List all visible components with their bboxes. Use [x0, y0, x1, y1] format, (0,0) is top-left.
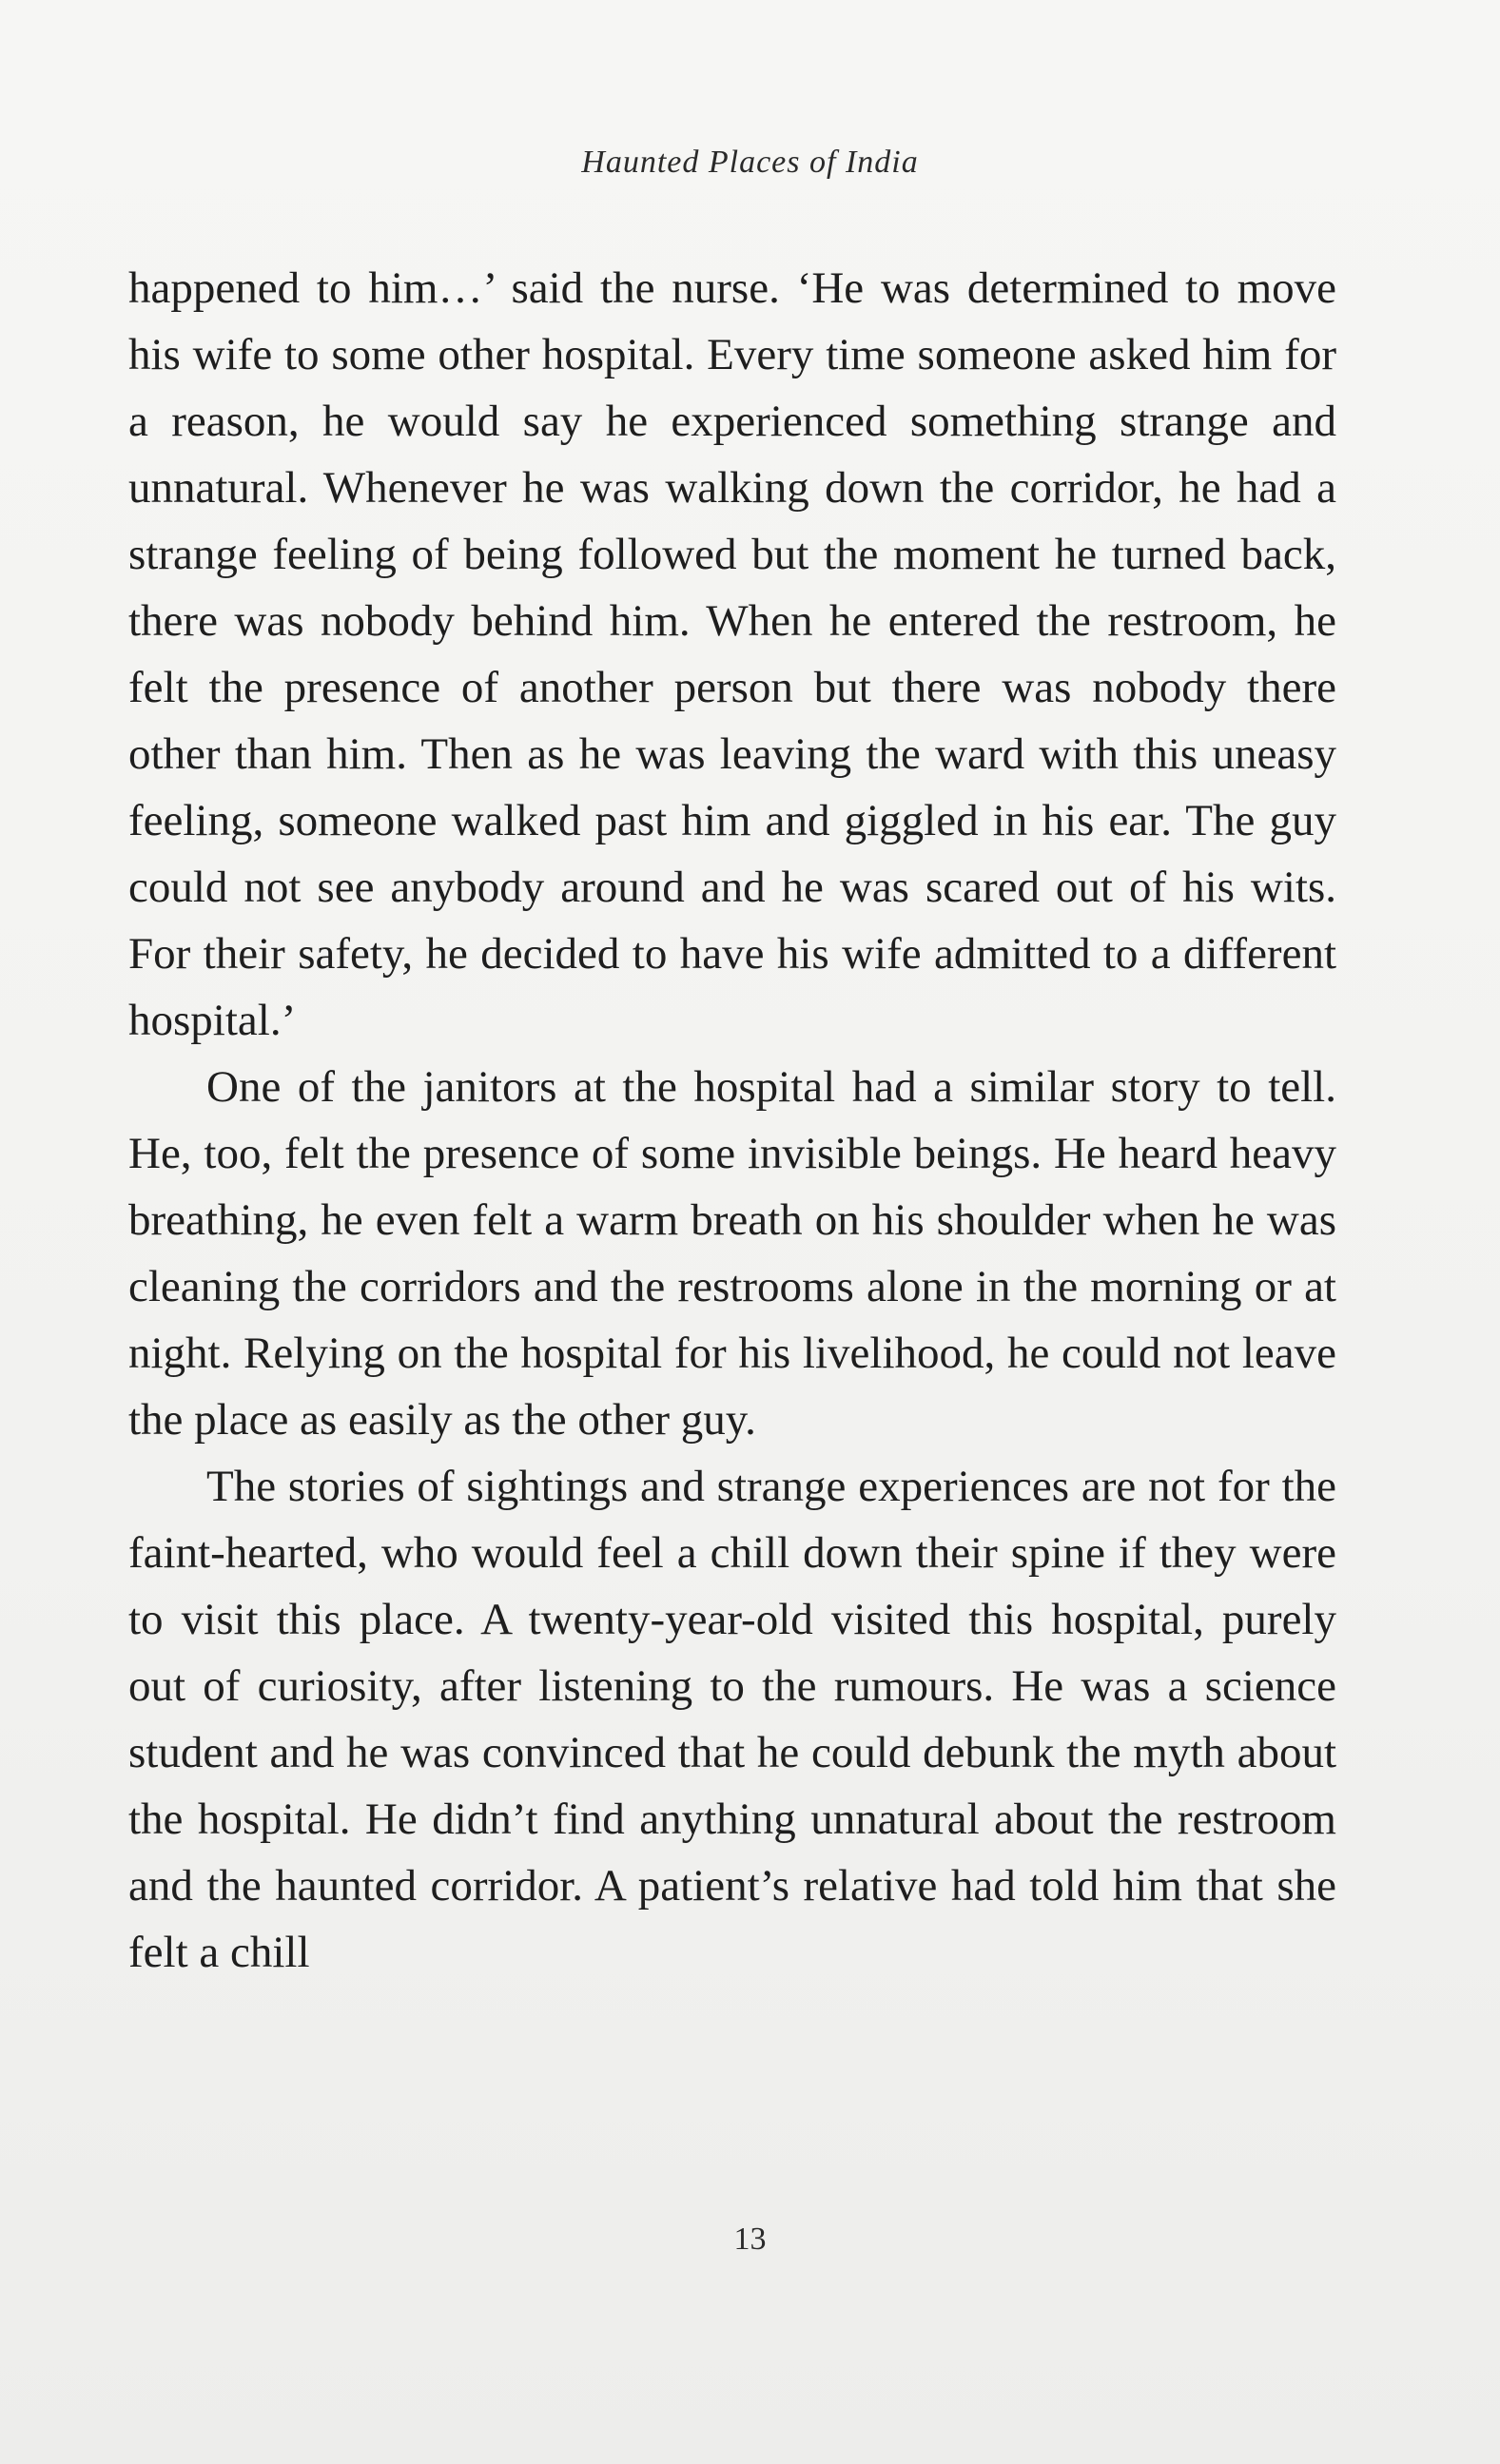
paragraph-2: One of the janitors at the hospital had a similar story to tell. He, too, felt the presence of some invisible beings. He heard heavy breathing, he even felt a warm breath on his shoulder when he was cleaning the corridors and the restrooms alone in the morning or at night. Relying on the hospital for his livelihood, he could not leave the place as easily as the other guy.	[128, 1062, 1336, 1445]
running-header: Haunted Places of India	[581, 145, 919, 180]
body-text	[128, 255, 1336, 1986]
paragraph-1: happened to him…’ said the nurse. ‘He was determined to move his wife to some other hospital. Every time someone asked him for a reason, he would say he experienced something strange and unnatural. Whenever he was walking down the corridor, he had a strange feeling of being followed but the moment he turned back, there was nobody behind him. When he entered the restroom, he felt the presence of another person but there was nobody there other than him. Then as he was leaving the ward with this uneasy feeling, someone walked past him and giggled in his ear. The guy could not see anybody around and he was scared out of his wits. For their safety, he decided to have his wife admitted to a different hospital.’	[128, 263, 1336, 1045]
page-number: 13	[733, 2221, 767, 2257]
paragraph-3: The stories of sightings and strange experiences are not for the faint-hearted, who would feel a chill down their spine if they were to visit this place. A twenty-year-old visited this hospital, purely out of curiosity, after listening to the rumours. He was a science student and he was convinced that he could debunk the myth about the hospital. He didn’t find anything unnatural about the restroom and the haunted corridor. A patient’s relative had told him that she felt a chill	[128, 1462, 1336, 1977]
